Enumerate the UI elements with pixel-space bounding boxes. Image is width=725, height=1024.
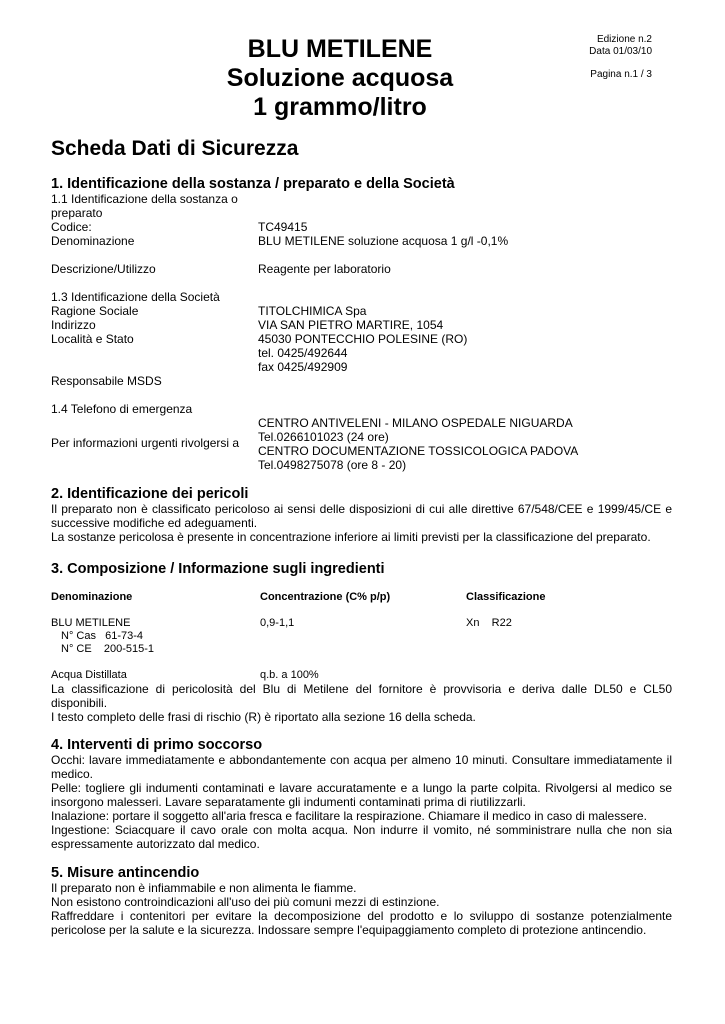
water-concentration: q.b. a 100% [260, 669, 319, 681]
section4-line: Occhi: lavare immediatamente e abbondantemente con acqua per almeno 10 minuti. Consultare immediatamente il [51, 753, 672, 767]
urgent-label: Per informazioni urgenti rivolgersi a [51, 436, 240, 450]
water-name: Acqua Distillata [51, 669, 127, 681]
doc-title: Scheda Dati di Sicurezza [51, 137, 299, 160]
section3-note-line: disponibili. [51, 696, 108, 710]
col-header-name: Denominazione [51, 591, 133, 603]
section5-line: Il preparato non è infiammabile e non alimenta le fiamme. [51, 881, 357, 895]
tel-value: tel. 0425/492644 [258, 346, 348, 360]
section4-heading: 4. Interventi di primo soccorso [51, 737, 263, 753]
section5-body [51, 881, 672, 937]
section4-line: medico. [51, 767, 94, 781]
section2-line: Il preparato non è classificato pericoloso ai sensi delle disposizioni di cui alle direttive 67/548/CEE e 1999/45/CE e [51, 502, 672, 516]
ingredient-name: BLU METILENE [51, 617, 131, 629]
title-line-2: Soluzione acquosa [226, 64, 454, 92]
company-value: TITOLCHIMICA Spa [258, 304, 367, 318]
section2-line: La sostanze pericolosa è presente in concentrazione inferiore ai limiti previsti per la classificazione del preparato. [51, 530, 651, 544]
ingredient-classification: Xn R22 [466, 617, 512, 629]
date-label: Data 01/03/10 [589, 46, 652, 57]
address-value: VIA SAN PIETRO MARTIRE, 1054 [258, 318, 444, 332]
col-header-classification: Classificazione [466, 591, 546, 603]
section4-line: Inalazione: portare il soggetto all'aria fresca e facilitare la respirazione. Chiamare il medico in caso di malessere. [51, 809, 647, 823]
section4-line: espressamente autorizzato dal medico. [51, 837, 260, 851]
msds-label: Responsabile MSDS [51, 374, 162, 388]
section5-line: Raffreddare i contenitori per evitare la decomposizione del prodotto e lo sviluppo di sostanze potenzialmente [51, 909, 672, 923]
section2-body [51, 502, 672, 544]
emergency-line: Tel.0266101023 (24 ore) [258, 430, 389, 444]
ingredient-cas: N° Cas 61-73-4 [61, 630, 144, 642]
name-value: BLU METILENE soluzione acquosa 1 g/l -0,1% [258, 234, 509, 248]
section1-sub4: 1.4 Telefono di emergenza [51, 402, 193, 416]
section1-sub1-line1: 1.1 Identificazione della sostanza o [51, 192, 238, 206]
title-line-3: 1 grammo/litro [253, 93, 427, 121]
use-label: Descrizione/Utilizzo [51, 262, 156, 276]
fax-value: fax 0425/492909 [258, 360, 348, 374]
section1-sub1-line2: preparato [51, 206, 103, 220]
section3-heading: 3. Composizione / Informazione sugli ingredienti [51, 561, 385, 577]
section4-body [51, 753, 672, 851]
edition-label: Edizione n.2 [596, 34, 652, 45]
address-label: Indirizzo [51, 318, 96, 332]
code-value: TC49415 [258, 220, 308, 234]
code-label: Codice: [51, 220, 92, 234]
ingredient-concentration: 0,9-1,1 [260, 617, 295, 629]
section5-line: Non esistono controindicazioni all'uso dei più comuni mezzi di estinzione. [51, 895, 440, 909]
name-label: Denominazione [51, 234, 135, 248]
ingredient-ce: N° CE 200-515-1 [61, 643, 155, 655]
section2-line: successive modifiche ed adeguamenti. [51, 516, 258, 530]
section3-note [51, 682, 672, 724]
city-value: 45030 PONTECCHIO POLESINE (RO) [258, 332, 468, 346]
emergency-line: CENTRO DOCUMENTAZIONE TOSSICOLOGICA PADOVA [258, 444, 579, 458]
emergency-line: Tel.0498275078 (ore 8 - 20) [258, 458, 407, 472]
section5-heading: 5. Misure antincendio [51, 865, 200, 881]
section4-line: insorgono malesseri. Lavare separatamente gli indumenti contaminati prima di riutilizzarli. [51, 795, 526, 809]
section5-line: pericolose per la salute e la sicurezza. Indossare sempre l'equipaggiamento completo di protezione antincendio. [51, 923, 647, 937]
section4-line: Ingestione: Sciacquare il cavo orale con molta acqua. Non indurre il vomito, né somministrare nulla che non sia [51, 823, 672, 837]
section1-heading: 1. Identificazione della sostanza / preparato e della Società [51, 176, 455, 192]
section3-note-line: I testo completo delle frasi di rischio (R) è riportato alla sezione 16 della scheda. [51, 710, 476, 724]
title-line-1: BLU METILENE [247, 35, 433, 63]
section3-note-line: La classificazione di pericolosità del Blu di Metilene del fornitore è provvisoria e deriva dalle DL50 e CL50 [51, 682, 672, 696]
col-header-concentration: Concentrazione (C% p/p) [260, 591, 391, 603]
section4-line: Pelle: togliere gli indumenti contaminati e lavare accuratamente e a lungo la parte colpita. Rivolgersi al medico se [51, 781, 672, 795]
city-label: Località e Stato [51, 332, 134, 346]
section1-sub3: 1.3 Identificazione della Società [51, 290, 220, 304]
page-number: Pagina n.1 / 3 [590, 69, 652, 80]
emergency-line: CENTRO ANTIVELENI - MILANO OSPEDALE NIGUARDA [258, 416, 573, 430]
section2-heading: 2. Identificazione dei pericoli [51, 486, 249, 502]
company-label: Ragione Sociale [51, 304, 139, 318]
use-value: Reagente per laboratorio [258, 262, 391, 276]
